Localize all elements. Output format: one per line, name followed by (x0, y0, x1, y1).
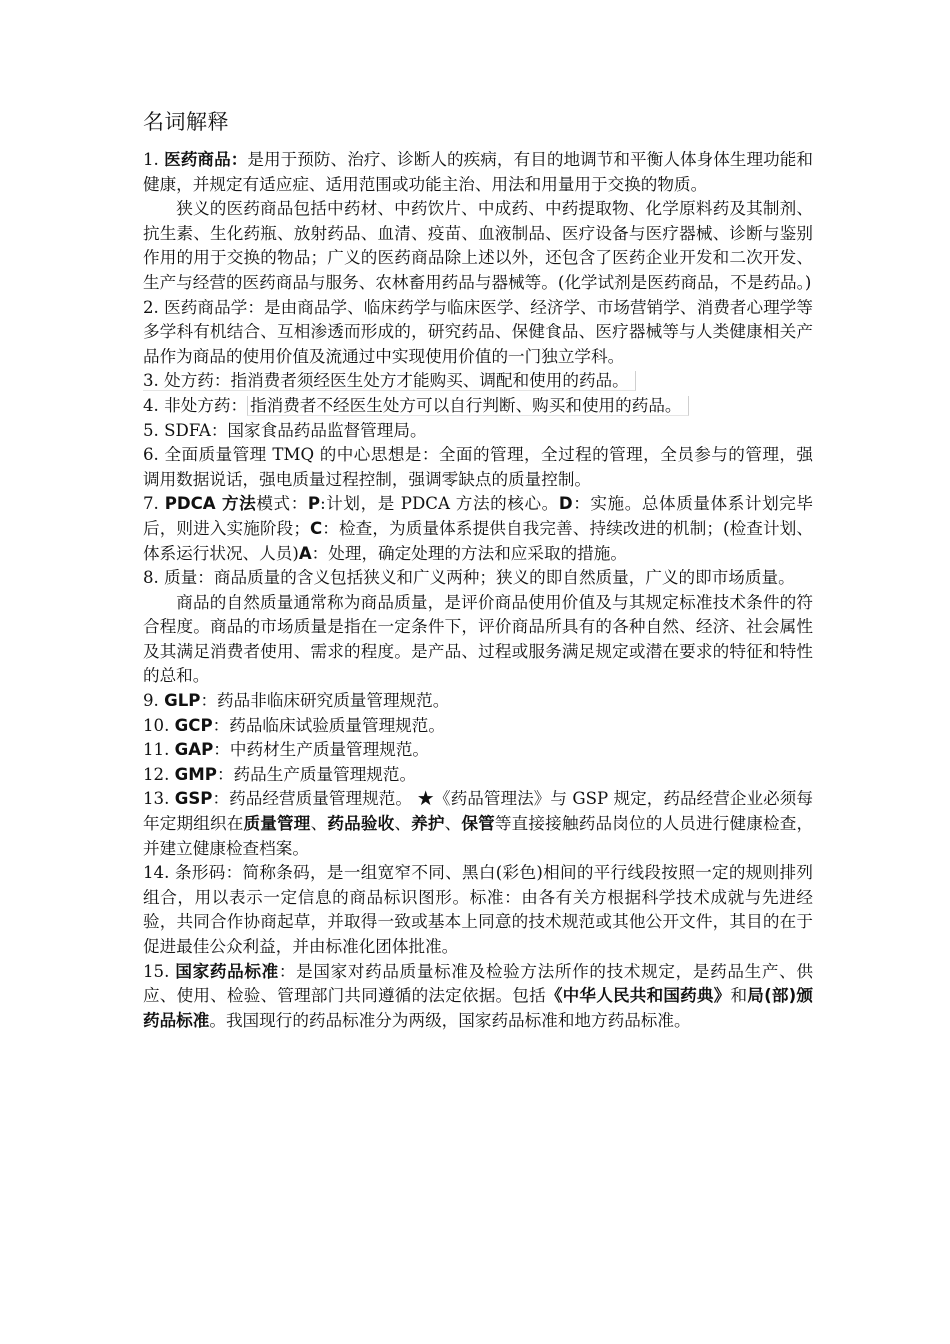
definition-6: 6. 全面质量管理 TMQ 的中心思想是：全面的管理，全过程的管理，全员参与的管理，强调用数据说话，强电质量过程控制，强调零缺点的质量控制。 (143, 445, 813, 489)
definition-12 (143, 763, 813, 788)
definition-12-text: ：药品生产质量管理规范。 (216, 764, 417, 784)
definition-15-bold-1: 《中华人民共和国药典》 (545, 986, 731, 1006)
definition-1-extra: 狭义的医药商品包括中药材、中药饮片、中成药、中药提取物、化学原料药及其制剂、抗生素、生化药瓶、放射药品、血清、疫苗、血液制品、医疗设备与医疗器械、诊断与鉴别作用的用于交换的物品；广义的医药商品除上述以外，还包含了医药企业开发和二次开发、生产与经营的医药商品与服务、农林畜用药品与器械等。(化学试剂是医药商品，不是药品。) (143, 199, 813, 292)
definition-7-c: C (309, 518, 323, 538)
definition-1-term: 医药商品： (164, 150, 248, 169)
definition-7-text-2: :计划，是 PDCA 方法的核心。 (320, 494, 559, 514)
definition-15-term: 国家药品标准 (175, 961, 279, 981)
definition-13-sep-3: 、 (444, 814, 462, 834)
definition-3 (143, 369, 813, 394)
definition-12-term: GMP (174, 764, 217, 784)
definition-13 (143, 787, 813, 861)
definition-7-d: D (558, 494, 573, 514)
definition-13-text-1: ：药品经营质量管理规范。 ★《药品管理法》与 GSP 规定，药品经营企业必须每年定期组织在 (143, 789, 813, 834)
definition-10 (143, 714, 813, 739)
definition-13-bold-2: 药品验收 (327, 814, 395, 834)
definition-11-number: 11. (143, 740, 175, 760)
definition-4 (143, 394, 813, 419)
definition-9-term: GLP (164, 691, 201, 711)
definition-2: 2. 医药商品学：是由商品学、临床药学与临床医学、经济学、市场营销学、消费者心理学等多学科有机结合、互相渗透而形成的，研究药品、保健食品、医疗器械等与人类健康相关产品作为商品的使用价值及流通过中实现使用价值的一门独立学科。 (143, 297, 813, 366)
definition-13-bold-4: 保管 (461, 814, 495, 834)
definition-7-p: P (307, 494, 321, 514)
definition-15-number: 15. (143, 961, 176, 981)
definition-7-text-4: ：检查，为质量体系提供自我完善、持续改进的机制；(检查计划、体系运行状况、人员) (143, 518, 813, 563)
definition-7-text-5: ：处理，确定处理的方法和应采取的措施。 (311, 543, 627, 563)
definition-12-number: 12. (143, 764, 175, 784)
definition-7-text-3: ：实施。总体质量体系计划完毕后，则进入实施阶段； (143, 494, 814, 538)
definition-7-term: PDCA 方法 (164, 494, 257, 514)
definition-13-term: GSP (174, 789, 213, 809)
definition-10-term: GCP (174, 715, 213, 735)
definitions-list (143, 148, 813, 1033)
definition-3-text: 3. 处方药：指消费者须经医生处方才能购买、调配和使用的药品。 (143, 371, 636, 391)
definition-7-a: A (298, 543, 312, 563)
definition-1-number: 1. (143, 150, 165, 169)
definition-8-extra: 商品的自然质量通常称为商品质量，是评价商品使用价值及与其规定标准技术条件的符合程度。商品的市场质量是指在一定条件下，评价商品所具有的各种自然、经济、社会属性及其满足消费者使用、需求的程度。是产品、过程或服务满足规定或潜在要求的特征和特性的总和。 (143, 592, 813, 686)
definition-13-number: 13. (143, 789, 175, 809)
definition-4-text: 指消费者不经医生处方可以自行判断、购买和使用的药品。 (247, 396, 688, 416)
definition-13-sep-1: 、 (310, 814, 328, 834)
definition-15 (143, 960, 813, 1034)
definition-9-text: ：药品非临床研究质量管理规范。 (200, 691, 450, 711)
definition-13-sep-2: 、 (394, 814, 412, 834)
definition-9-number: 9. (143, 691, 165, 711)
definition-13-text-2: 等直接接触药品岗位的人员进行健康检查，并建立健康检查档案。 (143, 814, 814, 858)
definition-1 (143, 148, 813, 197)
definition-10-number: 10. (143, 715, 175, 735)
definition-11-text: ：中药材生产质量管理规范。 (213, 740, 430, 760)
definition-5: 5. SDFA：国家食品药品监督管理局。 (143, 420, 427, 440)
definition-7-text-1: 模式： (256, 494, 308, 514)
definition-7-number: 7. (143, 494, 165, 514)
definition-15-bold-2: 局(部)颁药品标准 (143, 986, 814, 1030)
definition-4-label: 4. 非处方药： (143, 395, 248, 415)
definition-9 (143, 689, 813, 714)
definition-13-bold-3: 养护 (411, 814, 445, 834)
definition-10-text: ：药品临床试验质量管理规范。 (212, 715, 445, 735)
definition-1-text: 是用于预防、治疗、诊断人的疾病，有目的地调节和平衡人体身体生理功能和健康，并规定有适应症、适用范围或功能主治、用法和用量用于交换的物质。 (143, 150, 814, 194)
definition-14: 14. 条形码：简称条码，是一组宽窄不同、黑白(彩色)相间的平行线段按照一定的规则排列组合，用以表示一定信息的商品标识图形。标准：由各有关方根据科学技术成就与先进经验，共同合作协商起草，并取得一致或基本上同意的技术规范或其他公开文件，其目的在于促进最佳公众利益，并由标准化团体批准。 (143, 863, 813, 956)
definition-8: 8. 质量：商品质量的含义包括狭义和广义两种；狭义的即自然质量，广义的即市场质量。 (143, 568, 795, 588)
page-heading: 名词解释 (143, 110, 229, 134)
definition-13-bold-1: 质量管理 (243, 814, 311, 834)
definition-15-text-1: ：是国家对药品质量标准及检验方法所作的技术规定，是药品生产、供应、使用、检验、管理部门共同遵循的法定依据。包括 (143, 961, 813, 1006)
definition-11 (143, 738, 813, 763)
definition-11-term: GAP (174, 740, 214, 760)
definition-7 (143, 492, 813, 566)
definition-15-text-2: 和 (730, 986, 748, 1006)
definition-15-text-3: 。我国现行的药品标准分为两级，国家药品标准和地方药品标准。 (209, 1010, 691, 1030)
